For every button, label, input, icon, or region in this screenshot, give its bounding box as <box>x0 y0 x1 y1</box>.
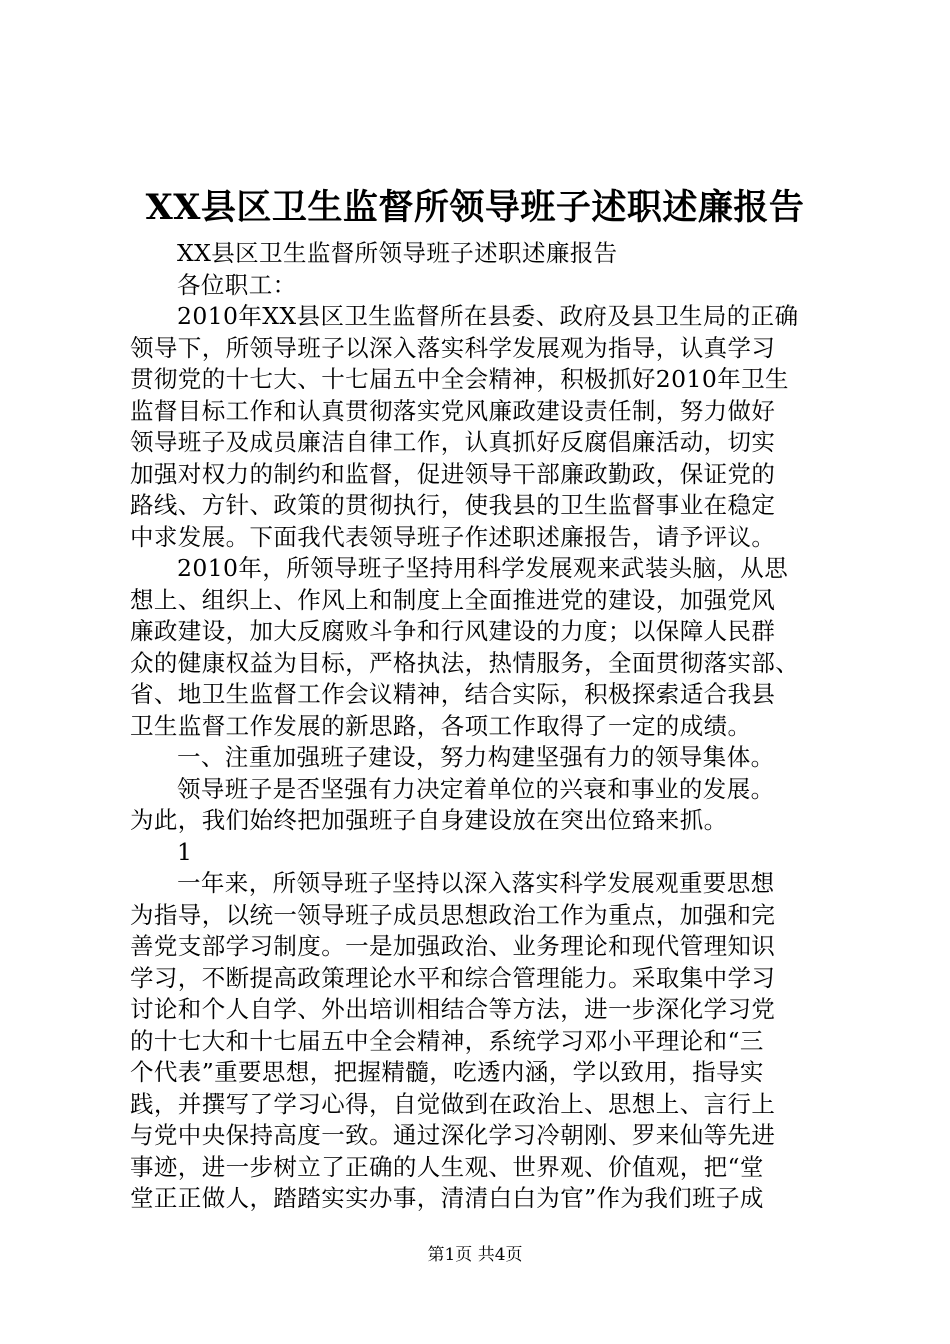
body-line: 一、注重加强班子建设，努力构建坚强有力的领导集体。 <box>177 743 775 771</box>
body-line: 廉政建设，加大反腐败斗争和行风建设的力度；以保障人民群 <box>130 617 776 645</box>
body-line: 省、地卫生监督工作会议精神，结合实际，积极探索适合我县 <box>130 680 776 708</box>
body-line: 各位职工： <box>177 270 297 299</box>
page-footer: 第1页 共4页 <box>427 1245 523 1265</box>
body-line: 善党支部学习制度。一是加强政治、业务理论和现代管理知识 <box>130 932 776 960</box>
body-line: 监督目标工作和认真贯彻落实党风廉政建设责任制，努力做好 <box>130 396 776 425</box>
body-line: 领导班子是否坚强有力决定着单位的兴衰和事业的发展。 <box>177 774 775 803</box>
body-line: 2010年XX县区卫生监督所在县委、政府及县卫生局的正确 <box>177 302 799 330</box>
body-line: 讨论和个人自学、外出培训相结合等方法，进一步深化学习党 <box>130 995 776 1023</box>
body-line: XX县区卫生监督所领导班子述职述廉报告 <box>177 239 618 267</box>
body-line: 堂正正做人，踏踏实实办事，清清白白为官”作为我们班子成 <box>130 1184 764 1212</box>
body-line: 中求发展。下面我代表领导班子作述职述廉报告，请予评议。 <box>130 522 776 551</box>
body-line: 加强对权力的制约和监督，促进领导干部廉政勤政，保证党的 <box>130 459 776 488</box>
body-line: 的十七大和十七届五中全会精神，系统学习邓小平理论和“三 <box>130 1026 764 1055</box>
body-line: 领导班子及成员廉洁自律工作，认真抓好反腐倡廉活动，切实 <box>130 428 776 456</box>
body-line: 想上、组织上、作风上和制度上全面推进党的建设，加强党风 <box>130 585 776 614</box>
body-line: 1 <box>177 837 193 866</box>
body-line: 与党中央保持高度一致。通过深化学习冷朝刚、罗来仙等先进 <box>130 1121 776 1149</box>
body-line: 一年来，所领导班子坚持以深入落实科学发展观重要思想 <box>177 869 775 897</box>
body-line: 学习，不断提高政策理论水平和综合管理能力。采取集中学习 <box>130 963 776 992</box>
body-line: 事迹，进一步树立了正确的人生观、世界观、价值观，把“堂 <box>130 1152 764 1181</box>
document-body <box>130 238 830 1215</box>
body-line: 为指导，以统一领导班子成员思想政治工作为重点，加强和完 <box>130 900 776 929</box>
body-line: 路线、方针、政策的贯彻执行，使我县的卫生监督事业在稳定 <box>130 491 776 519</box>
body-line: 领导下，所领导班子以深入落实科学发展观为指导，认真学习 <box>130 333 776 362</box>
document-title: XX县区卫生监督所领导班子述职述廉报告 <box>145 187 805 228</box>
body-line: 卫生监督工作发展的新思路，各项工作取得了一定的成绩。 <box>130 711 752 740</box>
body-line: 为此，我们始终把加强班子自身建设放在突出位臵来抓。 <box>130 806 728 834</box>
body-line: 众的健康权益为目标，严格执法，热情服务，全面贯彻落实部、 <box>130 648 800 677</box>
body-line: 践，并撰写了学习心得，自觉做到在政治上、思想上、言行上 <box>130 1089 776 1118</box>
body-line: 2010年，所领导班子坚持用科学发展观来武装头脑，从思 <box>177 554 789 582</box>
body-line: 贯彻党的十七大、十七届五中全会精神，积极抓好2010年卫生 <box>130 365 789 393</box>
body-line: 个代表”重要思想，把握精髓，吃透内涵，学以致用，指导实 <box>130 1058 764 1086</box>
